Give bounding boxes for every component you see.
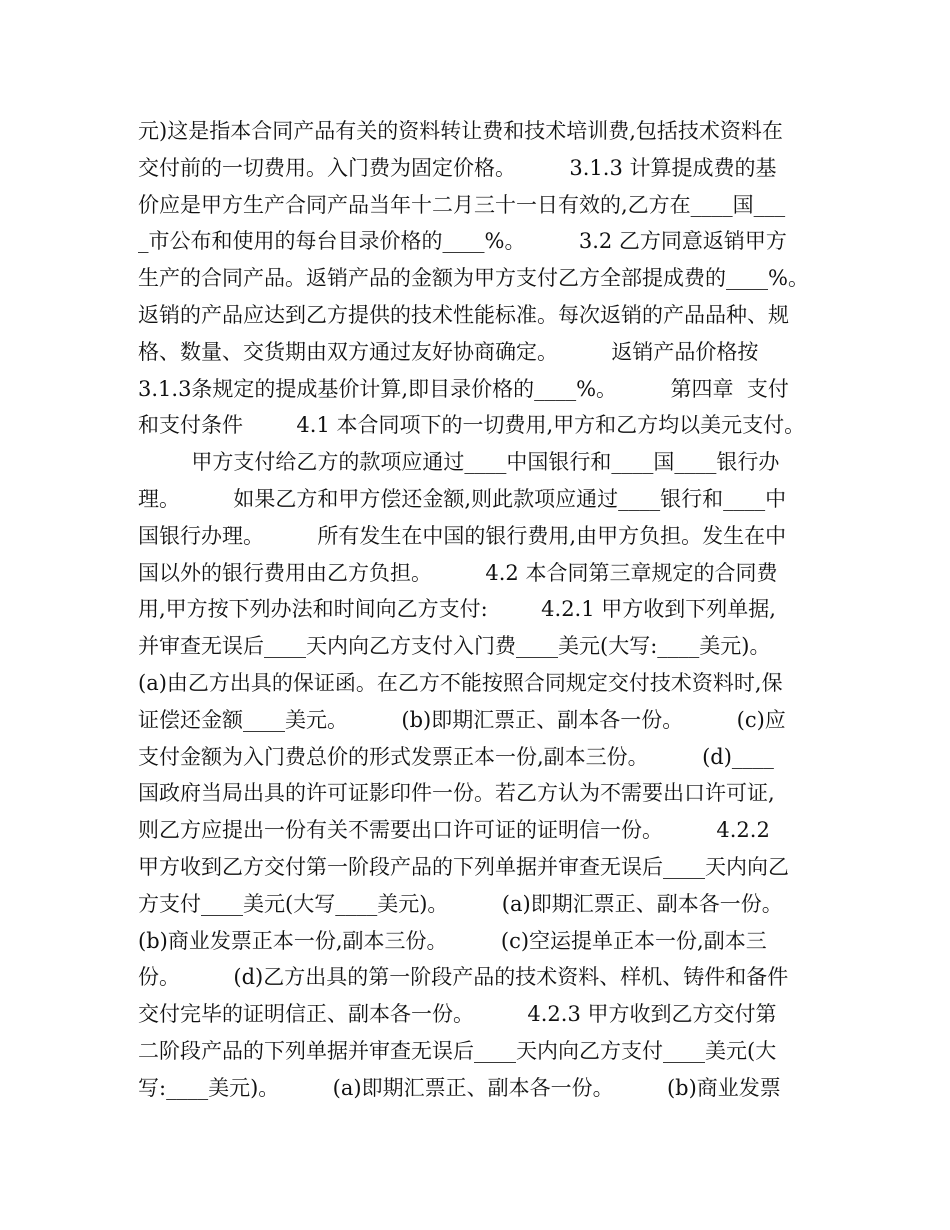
text-line: 用,甲方按下列办法和时间向乙方支付: 4.2.1 甲方收到下列单据, (138, 597, 776, 622)
text-line: 份。 (d)乙方出具的第一阶段产品的技术资料、样机、铸件和备件 (138, 965, 789, 990)
text-line: 国以外的银行费用由乙方负担。 4.2 本合同第三章规定的合同费 (138, 560, 778, 585)
text-line: 支付金额为入门费总价的形式发票正本一份,副本三份。 (d)____ (138, 744, 774, 769)
text-line: 国政府当局出具的许可证影印件一份。若乙方认为不需要出口许可证, (138, 781, 775, 806)
text-line: (b)商业发票正本一份,副本三份。 (c)空运提单正本一份,副本三 (138, 928, 767, 953)
text-line: 和支付条件 4.1 本合同项下的一切费用,甲方和乙方均以美元支付。 (138, 413, 806, 438)
text-line: 甲方收到乙方交付第一阶段产品的下列单据并审查无误后____天内向乙 (138, 854, 789, 879)
contract-body-text (138, 113, 838, 1107)
text-line: 甲方支付给乙方的款项应通过____中国银行和____国____银行办 (138, 450, 780, 475)
text-line: 交付完毕的证明信正、副本各一份。 4.2.3 甲方收到乙方交付第 (138, 1002, 777, 1027)
text-line: 国银行办理。 所有发生在中国的银行费用,由甲方负担。发生在中 (138, 523, 787, 548)
text-line: 格、数量、交货期由双方通过友好协商确定。 返销产品价格按 (138, 339, 759, 364)
text-line: 二阶段产品的下列单据并审查无误后____天内向乙方支付____美元(大 (138, 1038, 777, 1063)
text-line: 理。 如果乙方和甲方偿还金额,则此款项应通过____银行和____中 (138, 486, 787, 511)
text-line: 写:____美元)。 (a)即期汇票正、副本各一份。 (b)商业发票 (138, 1075, 781, 1100)
text-line: 证偿还金额____美元。 (b)即期汇票正、副本各一份。 (c)应 (138, 707, 786, 732)
text-line: 元)这是指本合同产品有关的资料转让费和技术培训费,包括技术资料在 (138, 119, 783, 143)
text-line: 并审查无误后____天内向乙方支付入门费____美元(大写:____美元)。 (138, 634, 771, 659)
text-line: 返销的产品应达到乙方提供的技术性能标准。每次返销的产品品种、规 (138, 302, 789, 327)
text-line: 价应是甲方生产合同产品当年十二月三十一日有效的,乙方在____国___ (138, 192, 786, 217)
text-line: (a)由乙方出具的保证函。在乙方不能按照合同规定交付技术资料时,保 (138, 670, 783, 695)
text-line: 方支付____美元(大写____美元)。 (a)即期汇票正、副本各一份。 (138, 891, 783, 916)
text-line: 生产的合同产品。返销产品的金额为甲方支付乙方全部提成费的____%。 (138, 266, 809, 291)
text-line: 3.1.3条规定的提成基价计算,即目录价格的____%。 第四章 支付 (138, 376, 789, 401)
text-line: 交付前的一切费用。入门费为固定价格。 3.1.3 计算提成费的基 (138, 155, 777, 180)
text-line: 则乙方应提出一份有关不需要出口许可证的证明信一份。 4.2.2 (138, 818, 770, 843)
text-line: _市公布和使用的每台目录价格的____%。 3.2 乙方同意返销甲方 (138, 229, 787, 254)
